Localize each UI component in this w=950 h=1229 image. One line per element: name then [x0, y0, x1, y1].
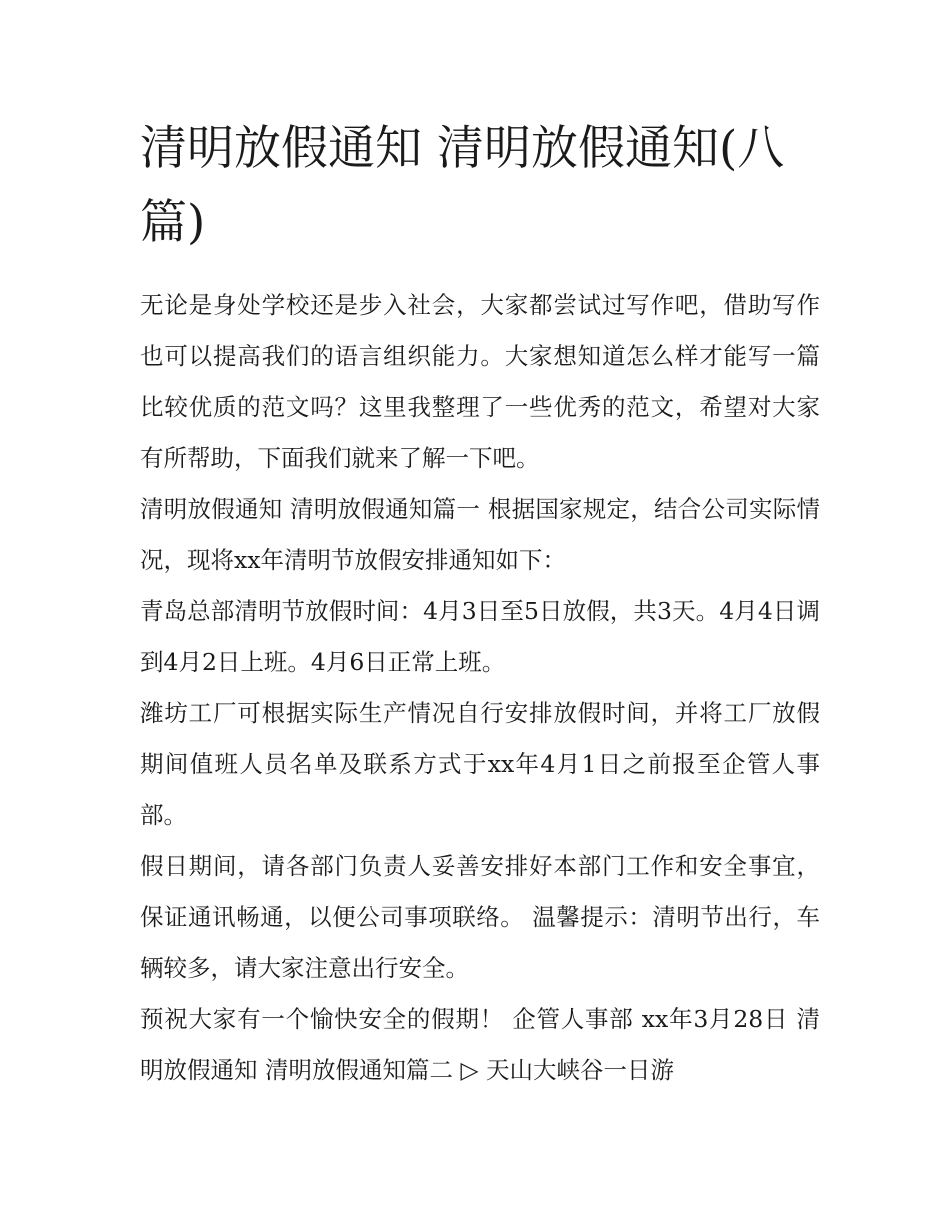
paragraph-intro: 无论是身处学校还是步入社会，大家都尝试过写作吧，借助写作也可以提高我们的语言组织能力。大家想知道怎么样才能写一篇比较优质的范文吗？这里我整理了一些优秀的范文，希望对大家有所帮助，下面我们就来了解一下吧。: [140, 291, 820, 472]
paragraph-closing: 预祝大家有一个愉快安全的假期！ 企管人事部 xx年3月28日 清明放假通知 清明放假通知篇二 ▷ 天山大峡谷一日游: [140, 1005, 820, 1084]
document-page: [140, 112, 820, 1096]
paragraph-holiday-safety: 假日期间，请各部门负责人妥善安排好本部门工作和安全事宜，保证通讯畅通，以便公司事项联络。 温馨提示：清明节出行，车辆较多，请大家注意出行安全。: [140, 852, 820, 982]
paragraph-weifang-factory: 潍坊工厂可根据实际生产情况自行安排放假时间，并将工厂放假期间值班人员名单及联系方式于xx年4月1日之前报至企管人事部。: [140, 699, 820, 829]
paragraph-notice-1: 清明放假通知 清明放假通知篇一 根据国家规定，结合公司实际情况，现将xx年清明节放假安排通知如下：: [140, 495, 820, 574]
paragraph-qingdao-schedule: 青岛总部清明节放假时间：4月3日至5日放假，共3天。4月4日调到4月2日上班。4月6日正常上班。: [140, 597, 820, 676]
document-title: 清明放假通知 清明放假通知(八篇): [140, 121, 785, 250]
